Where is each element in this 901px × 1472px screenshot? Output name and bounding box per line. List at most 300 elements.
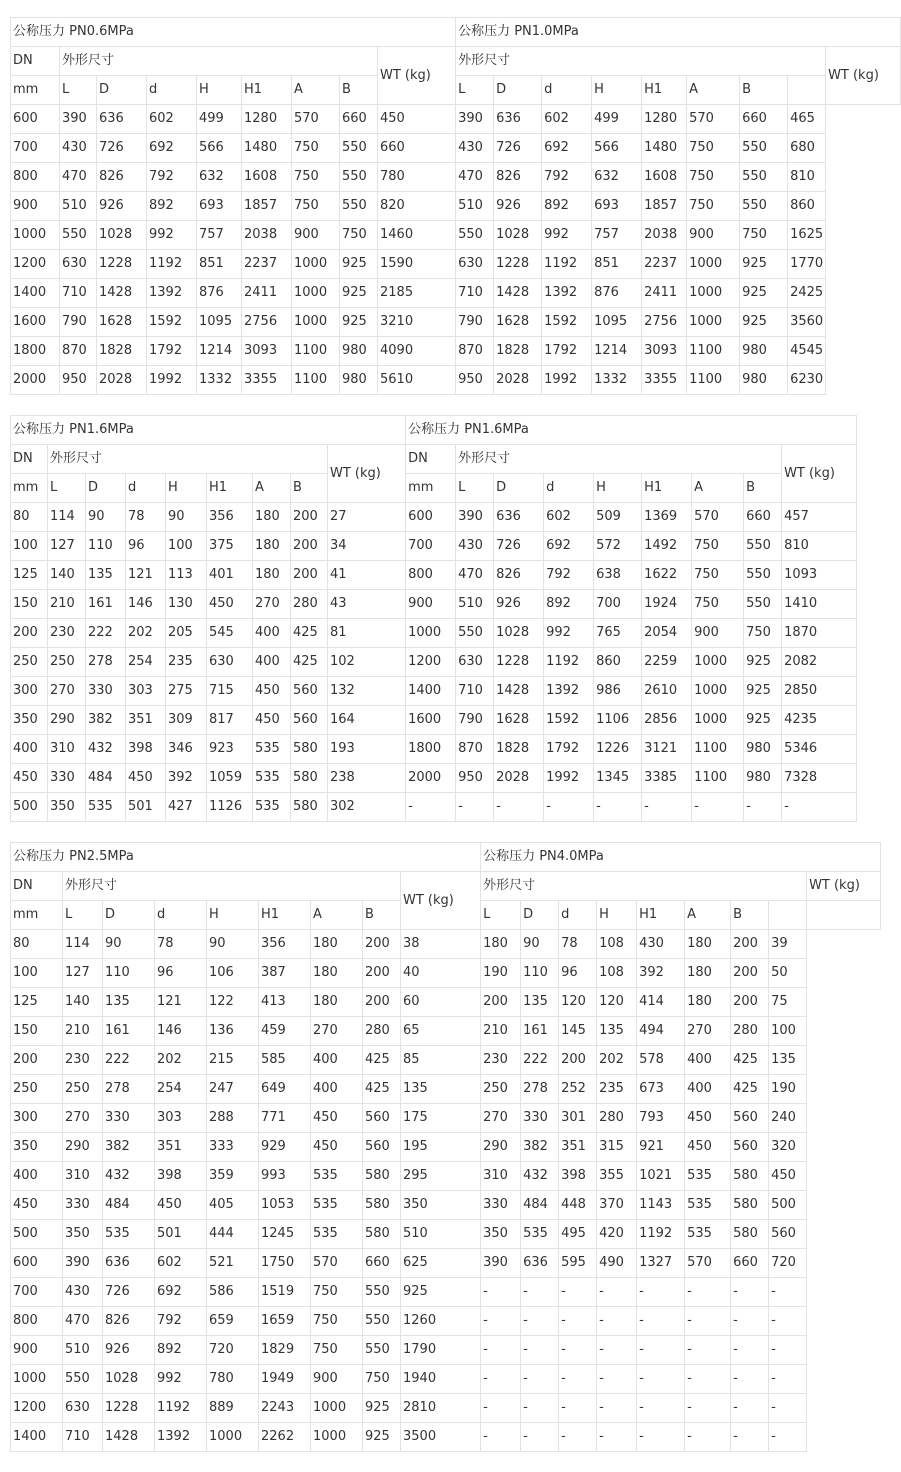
table-cell: -	[521, 1365, 559, 1394]
table-cell: 355	[597, 1162, 637, 1191]
table-cell: 535	[311, 1162, 363, 1191]
table-row	[11, 1133, 881, 1162]
table-cell: 301	[559, 1104, 597, 1133]
table-cell: 980	[744, 764, 782, 793]
table-cell: 250	[48, 648, 86, 677]
table-cell: 127	[48, 532, 86, 561]
table-row	[11, 1336, 881, 1365]
table-cell: -	[731, 1336, 769, 1365]
table-cell: 356	[259, 930, 311, 959]
table-cell: 494	[637, 1017, 685, 1046]
table-cell: 3210	[378, 308, 456, 337]
table-cell: 444	[207, 1220, 259, 1249]
table-cell: 3093	[642, 337, 687, 366]
table-cell: 510	[60, 192, 97, 221]
table-cell: 1392	[542, 279, 592, 308]
table-cell: 330	[86, 677, 126, 706]
table-cell: 980	[744, 735, 782, 764]
table-cell: 3355	[642, 366, 687, 395]
table-cell: 425	[731, 1075, 769, 1104]
table-cell: 1924	[642, 590, 692, 619]
table-cell: 510	[456, 192, 494, 221]
table-cell: 400	[11, 1162, 63, 1191]
table-cell: 1028	[494, 221, 542, 250]
table-cell: 580	[363, 1162, 401, 1191]
table-cell: 398	[126, 735, 166, 764]
table-cell: 550	[744, 532, 782, 561]
header-row	[11, 872, 881, 901]
table-cell: 235	[166, 648, 207, 677]
table-cell: 230	[63, 1046, 103, 1075]
table-cell: 535	[311, 1220, 363, 1249]
table-cell: 450	[685, 1104, 731, 1133]
table-cell: 1992	[542, 366, 592, 395]
table-cell: 1000	[292, 250, 340, 279]
table-cell: 925	[401, 1278, 481, 1307]
table-row	[11, 163, 901, 192]
table-cell: 50	[769, 959, 807, 988]
table-cell: 925	[340, 250, 378, 279]
table-row	[11, 1249, 881, 1278]
table-cell: 161	[86, 590, 126, 619]
table-row	[11, 279, 901, 308]
table-cell: 1000	[692, 677, 744, 706]
table-cell: -	[637, 1336, 685, 1365]
col-header: H1	[642, 76, 687, 105]
table-cell: 1608	[642, 163, 687, 192]
table-cell: 585	[259, 1046, 311, 1075]
col-header: D	[103, 901, 155, 930]
table-body	[11, 843, 881, 1452]
table-cell: 1625	[788, 221, 826, 250]
table-cell: 110	[86, 532, 126, 561]
table-cell: 600	[406, 503, 456, 532]
table-cell: 38	[401, 930, 481, 959]
table-cell: 135	[103, 988, 155, 1017]
table-cell: 1228	[97, 250, 147, 279]
table-cell: 1214	[197, 337, 242, 366]
table-cell: 330	[48, 764, 86, 793]
table-cell: 510	[63, 1336, 103, 1365]
filler-cell	[807, 901, 881, 930]
col-header: D	[494, 76, 542, 105]
table-cell: -	[521, 1394, 559, 1423]
table-cell: -	[731, 1423, 769, 1452]
table-cell: 315	[597, 1133, 637, 1162]
table-cell: 450	[311, 1104, 363, 1133]
table-cell: -	[559, 1278, 597, 1307]
table-cell: -	[731, 1394, 769, 1423]
table-cell: 535	[685, 1191, 731, 1220]
col-header: D	[86, 474, 126, 503]
table-cell: 2082	[782, 648, 857, 677]
table-cell: -	[637, 1394, 685, 1423]
table-cell: 450	[685, 1133, 731, 1162]
table-cell: 925	[740, 308, 788, 337]
table-row	[11, 1394, 881, 1423]
table-cell: 535	[685, 1220, 731, 1249]
table-cell: 290	[481, 1133, 521, 1162]
table-cell: 765	[594, 619, 642, 648]
table-cell: 870	[60, 337, 97, 366]
table-cell: 926	[97, 192, 147, 221]
table-row	[11, 532, 857, 561]
table-cell: 980	[340, 337, 378, 366]
table-cell: 3093	[242, 337, 292, 366]
table-cell: 120	[559, 988, 597, 1017]
table-cell: 892	[147, 192, 197, 221]
table-cell: 950	[456, 366, 494, 395]
table-cell: 425	[363, 1046, 401, 1075]
table-cell: 550	[340, 192, 378, 221]
dimensions-header: 外形尺寸	[60, 47, 378, 76]
table-cell: 1000	[11, 1365, 63, 1394]
table-cell: 41	[328, 561, 406, 590]
col-header: B	[731, 901, 769, 930]
table-cell: -	[769, 1336, 807, 1365]
table-cell: 1192	[155, 1394, 207, 1423]
table-row	[11, 1075, 881, 1104]
table-cell: 501	[126, 793, 166, 822]
table-cell: 430	[456, 532, 494, 561]
table-cell: 390	[456, 105, 494, 134]
table-cell: 820	[378, 192, 456, 221]
table-cell: 43	[328, 590, 406, 619]
table-cell: -	[559, 1394, 597, 1423]
table-cell: 980	[740, 337, 788, 366]
table-cell: 425	[291, 648, 328, 677]
table-cell: 1000	[692, 706, 744, 735]
spec-table-pn25-pn40	[10, 842, 860, 1452]
table-cell: 122	[207, 988, 259, 1017]
table-cell: 636	[97, 105, 147, 134]
table-cell: 1829	[259, 1336, 311, 1365]
table-cell: 303	[155, 1104, 207, 1133]
col-header: B	[744, 474, 782, 503]
table-row	[11, 1307, 881, 1336]
table-cell: 303	[126, 677, 166, 706]
table-cell: 270	[481, 1104, 521, 1133]
table-cell: 290	[63, 1133, 103, 1162]
table-cell: 121	[126, 561, 166, 590]
table-cell: 102	[328, 648, 406, 677]
table-cell: 892	[155, 1336, 207, 1365]
table-cell: 1600	[406, 706, 456, 735]
table-cell: 1000	[687, 250, 740, 279]
table-cell: 240	[769, 1104, 807, 1133]
table-cell: 1792	[544, 735, 594, 764]
table-cell: 921	[637, 1133, 685, 1162]
table-cell: 632	[197, 163, 242, 192]
table-cell: 40	[401, 959, 481, 988]
table-cell: -	[544, 793, 594, 822]
table-cell: 100	[11, 959, 63, 988]
table-cell: -	[597, 1365, 637, 1394]
table-cell: 1100	[687, 337, 740, 366]
table-cell: 1000	[692, 648, 744, 677]
table-row	[11, 561, 857, 590]
table-cell: 1095	[592, 308, 642, 337]
table-cell: 180	[481, 930, 521, 959]
table-cell: -	[769, 1394, 807, 1423]
table-cell: 580	[731, 1162, 769, 1191]
table-cell: 2185	[378, 279, 456, 308]
table-cell: 470	[456, 163, 494, 192]
table-cell: 580	[731, 1191, 769, 1220]
spec-table-pn06-pn10	[10, 17, 879, 395]
table-cell: 270	[685, 1017, 731, 1046]
table-cell: 1800	[11, 337, 60, 366]
table-cell: 1828	[494, 337, 542, 366]
col-header: H	[166, 474, 207, 503]
table-cell: 580	[291, 764, 328, 793]
table-row	[11, 706, 857, 735]
table-cell: -	[685, 1278, 731, 1307]
table-cell: -	[685, 1307, 731, 1336]
table-cell: 350	[11, 706, 48, 735]
table-cell: 550	[363, 1307, 401, 1336]
table-cell: 750	[740, 221, 788, 250]
spec-table	[10, 17, 901, 395]
table-cell: 280	[731, 1017, 769, 1046]
spec-table	[10, 842, 881, 1452]
table-cell: 200	[363, 930, 401, 959]
table-cell: 200	[559, 1046, 597, 1075]
col-header: A	[292, 76, 340, 105]
table-cell: 710	[456, 677, 494, 706]
table-cell: -	[731, 1365, 769, 1394]
col-header: H	[592, 76, 642, 105]
table-cell: 550	[456, 619, 494, 648]
table-cell: 693	[592, 192, 642, 221]
dimensions-header: 外形尺寸	[63, 872, 401, 901]
right-pressure-title: 公称压力 PN1.0MPa	[456, 18, 901, 47]
table-cell: 636	[494, 105, 542, 134]
table-cell: 726	[97, 134, 147, 163]
table-cell: 202	[126, 619, 166, 648]
table-cell: 135	[86, 561, 126, 590]
col-header: L	[456, 76, 494, 105]
table-cell: 750	[692, 532, 744, 561]
table-cell: 2850	[782, 677, 857, 706]
table-cell: 252	[559, 1075, 597, 1104]
table-cell: 2610	[642, 677, 692, 706]
table-cell: 659	[207, 1307, 259, 1336]
table-row	[11, 1220, 881, 1249]
table-cell: 636	[494, 503, 544, 532]
table-cell: 1480	[642, 134, 687, 163]
table-cell: 851	[197, 250, 242, 279]
table-cell: 210	[481, 1017, 521, 1046]
table-cell: 923	[207, 735, 253, 764]
table-cell: 100	[166, 532, 207, 561]
table-cell: 346	[166, 735, 207, 764]
right-pressure-title: 公称压力 PN1.6MPa	[406, 416, 857, 445]
table-cell: 450	[207, 590, 253, 619]
table-cell: 164	[328, 706, 406, 735]
col-header: H	[594, 474, 642, 503]
table-cell: 356	[207, 503, 253, 532]
table-cell: 405	[207, 1191, 259, 1220]
table-cell: 660	[378, 134, 456, 163]
col-header: L	[60, 76, 97, 105]
table-cell: 280	[597, 1104, 637, 1133]
table-cell: -	[637, 1365, 685, 1394]
table-cell: 521	[207, 1249, 259, 1278]
col-header: A	[685, 901, 731, 930]
table-row	[11, 1423, 881, 1452]
table-cell: 860	[788, 192, 826, 221]
table-cell: 420	[597, 1220, 637, 1249]
table-cell: 1000	[292, 279, 340, 308]
table-cell: 500	[11, 793, 48, 822]
table-cell: 333	[207, 1133, 259, 1162]
table-cell: 826	[494, 561, 544, 590]
table-cell: 202	[597, 1046, 637, 1075]
table-cell: 800	[11, 163, 60, 192]
table-cell: 288	[207, 1104, 259, 1133]
table-cell: 1992	[544, 764, 594, 793]
table-cell: 790	[456, 308, 494, 337]
table-cell: 992	[542, 221, 592, 250]
table-cell: 222	[103, 1046, 155, 1075]
table-cell: 200	[731, 959, 769, 988]
table-cell: 190	[769, 1075, 807, 1104]
table-cell: 150	[11, 590, 48, 619]
table-row	[11, 590, 857, 619]
dimensions-header: 外形尺寸	[456, 47, 826, 76]
table-cell: 150	[11, 1017, 63, 1046]
col-header: H1	[242, 76, 292, 105]
table-cell: 1400	[11, 1423, 63, 1452]
table-cell: -	[559, 1365, 597, 1394]
col-header: B	[740, 76, 788, 105]
table-cell: 200	[291, 561, 328, 590]
table-cell: 290	[48, 706, 86, 735]
table-cell: 750	[687, 163, 740, 192]
table-cell: -	[769, 1307, 807, 1336]
col-header: L	[456, 474, 494, 503]
table-cell: 230	[48, 619, 86, 648]
table-cell: 1592	[542, 308, 592, 337]
table-cell: 392	[166, 764, 207, 793]
table-cell: 359	[207, 1162, 259, 1191]
table-cell: 1608	[242, 163, 292, 192]
table-cell: 550	[60, 221, 97, 250]
col-header: d	[126, 474, 166, 503]
table-cell: 572	[594, 532, 642, 561]
table-cell: 1828	[97, 337, 147, 366]
table-cell: 6230	[788, 366, 826, 395]
table-cell: 1460	[378, 221, 456, 250]
table-cell: 350	[481, 1220, 521, 1249]
table-cell: 535	[685, 1162, 731, 1191]
table-cell: 110	[103, 959, 155, 988]
table-cell: 560	[363, 1133, 401, 1162]
dn-header: DN	[406, 445, 456, 474]
dn-header: DN	[11, 47, 60, 76]
table-cell: 450	[311, 1133, 363, 1162]
table-cell: 200	[363, 988, 401, 1017]
table-cell: 692	[155, 1278, 207, 1307]
table-cell: 3121	[642, 735, 692, 764]
table-cell: 692	[147, 134, 197, 163]
table-cell: 125	[11, 561, 48, 590]
table-cell: 1214	[592, 337, 642, 366]
table-cell: 85	[401, 1046, 481, 1075]
table-cell: 1628	[494, 308, 542, 337]
table-row	[11, 764, 857, 793]
table-cell: 398	[155, 1162, 207, 1191]
table-cell: 1000	[11, 221, 60, 250]
table-cell: 600	[11, 105, 60, 134]
table-row	[11, 619, 857, 648]
table-cell: 750	[292, 134, 340, 163]
table-cell: 195	[401, 1133, 481, 1162]
table-cell: 2810	[401, 1394, 481, 1423]
spec-table	[10, 415, 857, 822]
table-cell: 993	[259, 1162, 311, 1191]
table-cell: 926	[103, 1336, 155, 1365]
table-cell: 1628	[494, 706, 544, 735]
table-cell: 757	[592, 221, 642, 250]
table-cell: 980	[740, 366, 788, 395]
table-cell: 427	[166, 793, 207, 822]
table-cell: 1200	[11, 1394, 63, 1423]
table-cell: 900	[687, 221, 740, 250]
table-cell: 992	[544, 619, 594, 648]
table-cell: 450	[11, 1191, 63, 1220]
table-cell: 400	[311, 1046, 363, 1075]
table-cell: 351	[126, 706, 166, 735]
table-cell: 180	[311, 959, 363, 988]
table-cell: 580	[363, 1191, 401, 1220]
table-row	[11, 503, 857, 532]
table-cell: 926	[494, 590, 544, 619]
table-cell: 200	[11, 1046, 63, 1075]
table-cell: 980	[340, 366, 378, 395]
table-cell: 278	[521, 1075, 559, 1104]
table-cell: 925	[740, 279, 788, 308]
table-cell: 350	[401, 1191, 481, 1220]
table-cell: 550	[363, 1278, 401, 1307]
table-cell: 351	[155, 1133, 207, 1162]
table-cell: 720	[207, 1336, 259, 1365]
table-cell: -	[481, 1394, 521, 1423]
table-cell: -	[559, 1336, 597, 1365]
table-cell: 215	[207, 1046, 259, 1075]
table-cell: 300	[11, 677, 48, 706]
table-cell: 2856	[642, 706, 692, 735]
table-cell: 114	[63, 930, 103, 959]
table-cell: 450	[11, 764, 48, 793]
table-cell: 310	[48, 735, 86, 764]
table-cell: 1628	[97, 308, 147, 337]
table-cell: -	[597, 1336, 637, 1365]
table-cell: 430	[637, 930, 685, 959]
table-cell: -	[685, 1365, 731, 1394]
col-header: H1	[259, 901, 311, 930]
table-cell: 90	[103, 930, 155, 959]
table-cell: 1000	[311, 1423, 363, 1452]
table-cell: 390	[63, 1249, 103, 1278]
table-cell: 660	[740, 105, 788, 134]
table-cell: 90	[166, 503, 207, 532]
table-cell: 250	[63, 1075, 103, 1104]
table-cell: 425	[363, 1075, 401, 1104]
table-cell: 398	[559, 1162, 597, 1191]
table-cell: 450	[155, 1191, 207, 1220]
